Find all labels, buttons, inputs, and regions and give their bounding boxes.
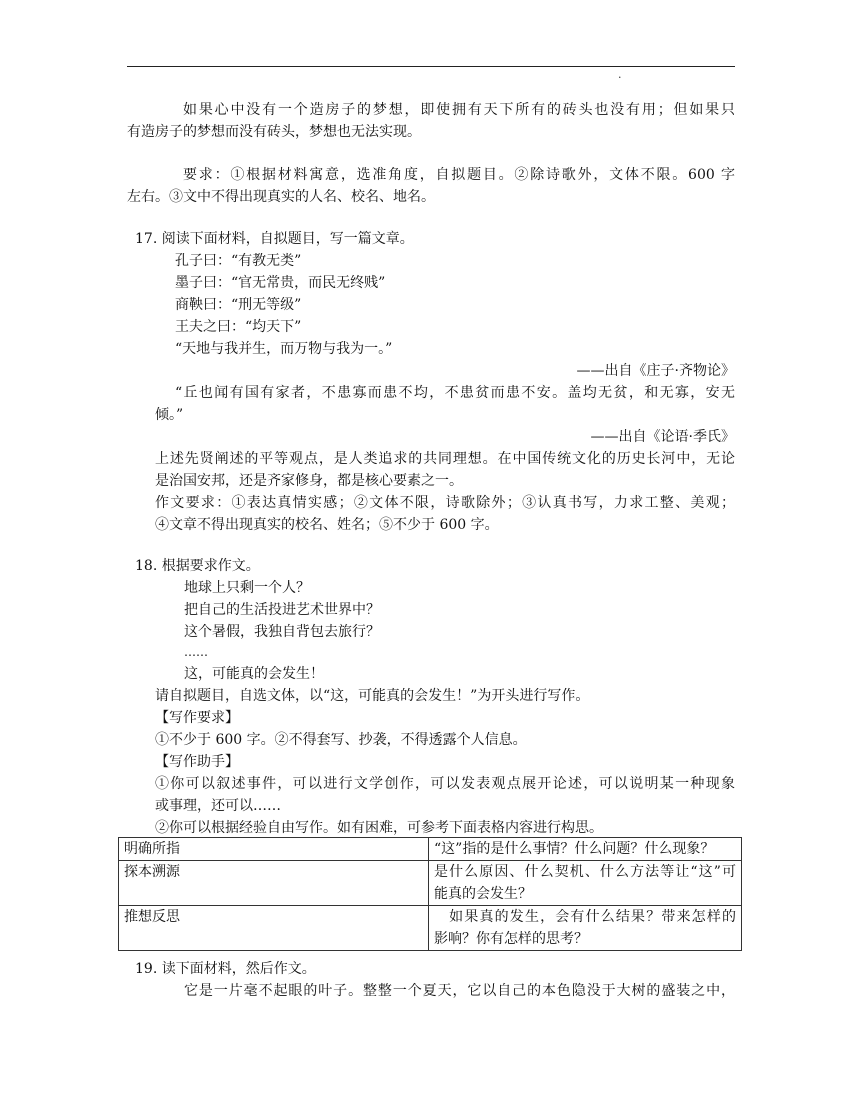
q18-helper-1a: ①你可以叙述事件，可以进行文学创作，可以发表观点展开论述，可以说明某一种现象 (155, 776, 735, 792)
table-cell-line: “这”指的是什么事情？什么问题？什么现象？ (434, 841, 715, 857)
q17-quote-mozi: 墨子曰：“官无常贵，而民无终贱” (175, 275, 386, 291)
table-row (119, 861, 742, 906)
q17-quote-lunyu-2: 倾。” (155, 407, 184, 423)
table-cell-text (429, 906, 742, 951)
q18-helper-title: 【写作助手】 (155, 754, 239, 770)
q17-source-zhuangzi: ——出自《庄子·齐物论》 (576, 363, 735, 379)
q17-stem: 17. 阅读下面材料，自拟题目，写一篇文章。 (135, 231, 414, 247)
q17-source-lunyu: ——出自《论语·季氏》 (590, 429, 735, 445)
q18-instruction: 请自拟题目，自选文体，以“这，可能真的会发生！”为开头进行写作。 (155, 688, 590, 704)
table-cell-text (429, 861, 742, 906)
table-cell-label: 探本溯源 (119, 861, 429, 906)
q17-body-2: 是治国安邦，还是齐家修身，都是核心要素之一。 (155, 473, 463, 489)
table-cell-label: 推想反思 (119, 906, 429, 951)
requirements-line-1: 要求：①根据材料寓意，选准角度，自拟题目。②除诗歌外，文体不限。600 字 (183, 167, 735, 183)
q18-guide-table (118, 837, 742, 951)
q17-quote-shangyang: 商鞅曰：“刑无等级” (175, 297, 302, 313)
q18-prompt-1: 地球上只剩一个人？ (184, 580, 310, 596)
q18-requirements-text: ①不少于 600 字。②不得套写、抄袭，不得透露个人信息。 (155, 732, 527, 748)
q18-prompt-ellipsis: …… (184, 645, 208, 659)
q19-body: 它是一片毫不起眼的叶子。整整一个夏天，它以自己的本色隐没于大树的盛装之中， (184, 983, 735, 999)
material-line-1: 如果心中没有一个造房子的梦想，即使拥有天下所有的砖头也没有用；但如果只 (183, 102, 735, 118)
table-row (119, 838, 742, 861)
q18-prompt-3: 这个暑假，我独自背包去旅行？ (184, 624, 380, 640)
q18-prompt-4: 这，可能真的会发生！ (184, 666, 324, 682)
q17-body-1: 上述先贤阐述的平等观点，是人类追求的共同理想。在中国传统文化的历史长河中，无论 (155, 451, 735, 467)
header-rule (127, 66, 735, 67)
q17-requirements-2: ④文章不得出现真实的校名、姓名；⑤不少于 600 字。 (155, 517, 499, 533)
q18-helper-2: ②你可以根据经验自由写作。如有困难，可参考下面表格内容进行构思。 (155, 820, 603, 836)
q18-stem: 18. 根据要求作文。 (135, 558, 260, 574)
table-cell-line: 影响？你有怎样的思考？ (434, 931, 588, 947)
material-line-2: 有造房子的梦想而没有砖头，梦想也无法实现。 (127, 124, 421, 140)
table-cell-text (429, 838, 742, 861)
q17-quote-lunyu-1: “丘也闻有国有家者，不患寡而患不均，不患贫而患不安。盖均无贫，和无寡，安无 (175, 385, 735, 401)
q17-quote-zhuangzi: “天地与我并生，而万物与我为一。” (175, 341, 393, 357)
table-cell-line: 能真的会发生？ (434, 886, 532, 902)
q17-requirements-1: 作文要求：①表达真情实感；②文体不限，诗歌除外；③认真书写，力求工整、美观； (155, 495, 735, 511)
q18-helper-1b: 或事理，还可以…… (155, 798, 281, 814)
q17-quote-wangfuzhi: 王夫之曰：“均天下” (175, 319, 302, 335)
header-mark: . (618, 68, 622, 81)
q17-quote-confucius: 孔子曰：“有教无类” (175, 253, 302, 269)
q19-stem: 19. 读下面材料，然后作文。 (135, 961, 316, 977)
requirements-line-2: 左右。③文中不得出现真实的人名、校名、地名。 (127, 189, 435, 205)
table-cell-label: 明确所指 (119, 838, 429, 861)
table-cell-line: 如果真的发生，会有什么结果？带来怎样的 (434, 909, 736, 925)
table-row (119, 906, 742, 951)
q18-requirements-title: 【写作要求】 (155, 710, 239, 726)
q18-prompt-2: 把自己的生活投进艺术世界中？ (184, 602, 380, 618)
table-cell-line: 是什么原因、什么契机、什么方法等让“这”可 (434, 864, 736, 880)
